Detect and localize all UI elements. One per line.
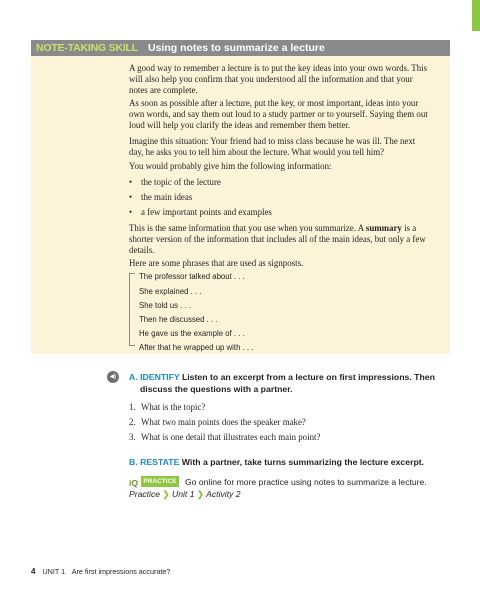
signpost-phrase: He gave us the example of . . .: [139, 329, 245, 338]
signpost-phrase: Then he discussed . . .: [139, 315, 218, 324]
unit-title: Are first impressions accurate?: [71, 567, 171, 576]
skill-paragraph-2: As soon as possible after a lecture, put the key, or most important, ideas into your own words, and say them out loud to a study partner or to yourself. Saying them out loud will help you clarify the ideas and remember them better.: [129, 98, 428, 131]
chevron-right-icon: ❯: [162, 489, 170, 499]
iq-logo: iQ: [129, 478, 139, 488]
online-practice-text: Go online for more practice using notes to summarize a lecture.: [185, 477, 427, 487]
signpost-bracket: [129, 273, 135, 346]
skill-header: [31, 40, 450, 56]
question-item: 2. What two main points does the speaker make?: [129, 417, 306, 427]
bullet-dot-icon: •: [129, 192, 133, 202]
practice-badge: PRACTICE: [141, 476, 179, 487]
activity-b-verb: RESTATE: [140, 457, 180, 467]
bullet-dot-icon: •: [129, 177, 133, 187]
page-number: 4: [31, 567, 36, 576]
activity-a-instruction-line2: discuss the questions with a partner.: [140, 384, 293, 394]
summary-term: summary: [365, 223, 402, 233]
activity-a-instruction: A. IDENTIFY Listen to an excerpt from a lecture on first impressions. Then: [129, 372, 435, 382]
signpost-phrase: She explained . . .: [139, 287, 202, 296]
signpost-phrase: The professor talked about . . .: [139, 272, 245, 281]
skill-paragraph-6: Here are some phrases that are used as signposts.: [129, 258, 304, 268]
signpost-phrase: She told us . . .: [139, 301, 192, 310]
activity-b-instruction: B. RESTATE With a partner, take turns summarizing the lecture excerpt.: [129, 457, 425, 467]
skill-paragraph-3: Imagine this situation: Your friend had to miss class because he was ill. The next day, he asks you to tell him about the lecture. What would you tell him?: [129, 136, 416, 158]
page-edge-tab: [472, 0, 480, 31]
skill-label: NOTE-TAKING SKILL: [36, 42, 138, 54]
skill-title: Using notes to summarize a lecture: [148, 42, 325, 54]
page-footer: [31, 567, 170, 576]
practice-path[interactable]: Practice ❯ Unit 1 ❯ Activity 2: [129, 489, 241, 499]
unit-label: UNIT 1: [42, 567, 66, 576]
bullet-dot-icon: •: [129, 207, 133, 217]
skill-paragraph-5: This is the same information that you use when you summarize. A summary is a shorter version of the information that includes all of the main ideas, but only a few details.: [129, 223, 426, 256]
question-item: 3. What is one detail that illustrates each main point?: [129, 432, 321, 442]
audio-icon[interactable]: ◀): [107, 371, 119, 383]
activity-a-verb: IDENTIFY: [140, 372, 180, 382]
question-item: 1. What is the topic?: [129, 402, 206, 412]
chevron-right-icon: ❯: [196, 489, 205, 499]
skill-paragraph-4: You would probably give him the following information:: [129, 161, 332, 171]
skill-paragraph-1: A good way to remember a lecture is to put the key ideas into your own words. This will also help you confirm that you understood all the information and that your notes are complete.: [129, 63, 428, 96]
signpost-phrase: After that he wrapped up with . . .: [139, 343, 254, 352]
